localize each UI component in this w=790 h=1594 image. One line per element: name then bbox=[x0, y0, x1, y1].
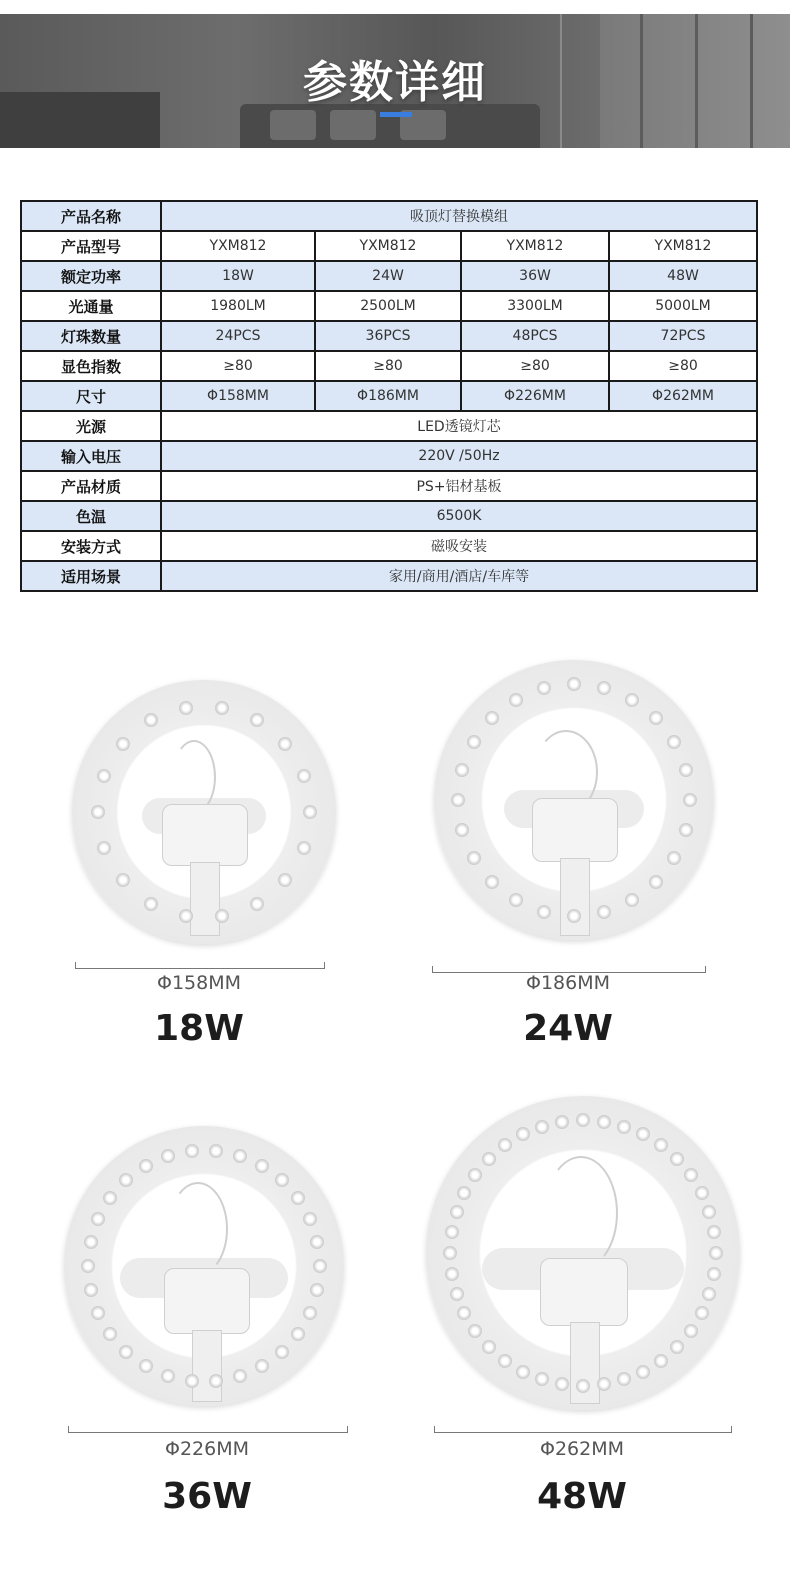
led-bead bbox=[684, 1324, 698, 1338]
led-bead bbox=[233, 1369, 247, 1383]
led-bead bbox=[451, 793, 465, 807]
led-bead bbox=[707, 1267, 721, 1281]
spec-value: 24W bbox=[315, 261, 461, 291]
led-bead bbox=[119, 1345, 133, 1359]
led-bead bbox=[509, 893, 523, 907]
led-bead bbox=[303, 805, 317, 819]
spec-value: YXM812 bbox=[609, 231, 757, 261]
spec-value: YXM812 bbox=[315, 231, 461, 261]
diameter-label: Φ186MM bbox=[525, 972, 610, 994]
led-bead bbox=[482, 1340, 496, 1354]
led-bead bbox=[209, 1144, 223, 1158]
spec-row bbox=[21, 441, 757, 471]
led-bead bbox=[233, 1149, 247, 1163]
spec-value: YXM812 bbox=[461, 231, 609, 261]
diameter-label: Φ262MM bbox=[539, 1438, 624, 1460]
spec-row bbox=[21, 261, 757, 291]
led-bead bbox=[709, 1246, 723, 1260]
power-label: 24W bbox=[523, 1008, 613, 1049]
spec-label: 光源 bbox=[21, 411, 161, 441]
spec-label: 产品材质 bbox=[21, 471, 161, 501]
driver-box bbox=[162, 804, 248, 866]
led-bead bbox=[482, 1152, 496, 1166]
title-accent-bar bbox=[380, 112, 412, 117]
led-bead bbox=[91, 805, 105, 819]
spec-value: 220V /50Hz bbox=[161, 441, 757, 471]
led-bead bbox=[498, 1138, 512, 1152]
spec-value: 24PCS bbox=[161, 321, 315, 351]
spec-value: 2500LM bbox=[315, 291, 461, 321]
led-bead bbox=[535, 1372, 549, 1386]
header-banner bbox=[0, 14, 790, 148]
spec-value: PS+铝材基板 bbox=[161, 471, 757, 501]
led-bead bbox=[597, 1377, 611, 1391]
led-bead bbox=[555, 1115, 569, 1129]
spec-value: Φ226MM bbox=[461, 381, 609, 411]
led-bead bbox=[179, 909, 193, 923]
led-bead bbox=[250, 713, 264, 727]
diameter-label: Φ226MM bbox=[164, 1438, 249, 1460]
led-bead bbox=[516, 1365, 530, 1379]
led-bead bbox=[450, 1287, 464, 1301]
led-bead bbox=[445, 1267, 459, 1281]
spec-value: 6500K bbox=[161, 501, 757, 531]
spec-row bbox=[21, 561, 757, 591]
diameter-line bbox=[75, 962, 325, 969]
spec-value: ≥80 bbox=[161, 351, 315, 381]
led-bead bbox=[275, 1345, 289, 1359]
spec-value: 5000LM bbox=[609, 291, 757, 321]
led-bead bbox=[567, 909, 581, 923]
led-bead bbox=[161, 1149, 175, 1163]
led-bead bbox=[103, 1327, 117, 1341]
led-bead bbox=[667, 851, 681, 865]
spec-value: Φ186MM bbox=[315, 381, 461, 411]
led-bead bbox=[91, 1306, 105, 1320]
spec-label: 色温 bbox=[21, 501, 161, 531]
led-bead bbox=[654, 1138, 668, 1152]
led-bead bbox=[467, 851, 481, 865]
led-module-image bbox=[64, 1126, 344, 1406]
led-bead bbox=[161, 1369, 175, 1383]
led-bead bbox=[313, 1259, 327, 1273]
led-bead bbox=[636, 1365, 650, 1379]
led-bead bbox=[457, 1186, 471, 1200]
led-bead bbox=[91, 1212, 105, 1226]
driver-box bbox=[164, 1268, 250, 1334]
page-title: 参数详细 bbox=[303, 57, 487, 108]
led-bead bbox=[119, 1173, 133, 1187]
led-bead bbox=[250, 897, 264, 911]
spec-row bbox=[21, 381, 757, 411]
led-bead bbox=[275, 1173, 289, 1187]
led-module-image bbox=[426, 1096, 740, 1410]
led-bead bbox=[103, 1191, 117, 1205]
led-bead bbox=[116, 873, 130, 887]
spec-value: Φ158MM bbox=[161, 381, 315, 411]
led-bead bbox=[567, 677, 581, 691]
led-module-image bbox=[72, 680, 336, 944]
spec-table bbox=[20, 200, 758, 592]
led-bead bbox=[498, 1354, 512, 1368]
led-bead bbox=[278, 737, 292, 751]
spec-row bbox=[21, 321, 757, 351]
spec-label: 产品名称 bbox=[21, 201, 161, 231]
led-bead bbox=[597, 1115, 611, 1129]
spec-value: 磁吸安装 bbox=[161, 531, 757, 561]
led-bead bbox=[683, 793, 697, 807]
spec-value: 18W bbox=[161, 261, 315, 291]
spec-row bbox=[21, 351, 757, 381]
spec-value: ≥80 bbox=[315, 351, 461, 381]
led-bead bbox=[291, 1327, 305, 1341]
led-bead bbox=[139, 1359, 153, 1373]
spec-row bbox=[21, 291, 757, 321]
led-bead bbox=[537, 681, 551, 695]
led-bead bbox=[215, 909, 229, 923]
led-bead bbox=[297, 841, 311, 855]
led-bead bbox=[84, 1235, 98, 1249]
spec-value: 36PCS bbox=[315, 321, 461, 351]
led-bead bbox=[139, 1159, 153, 1173]
led-bead bbox=[597, 905, 611, 919]
led-bead bbox=[695, 1186, 709, 1200]
spec-value: LED透镜灯芯 bbox=[161, 411, 757, 441]
spec-row bbox=[21, 501, 757, 531]
led-bead bbox=[297, 769, 311, 783]
led-bead bbox=[654, 1354, 668, 1368]
led-bead bbox=[144, 713, 158, 727]
led-bead bbox=[509, 693, 523, 707]
led-bead bbox=[636, 1127, 650, 1141]
spec-value: 36W bbox=[461, 261, 609, 291]
led-bead bbox=[555, 1377, 569, 1391]
led-bead bbox=[443, 1246, 457, 1260]
led-bead bbox=[679, 823, 693, 837]
led-bead bbox=[702, 1287, 716, 1301]
led-bead bbox=[649, 711, 663, 725]
diameter-line bbox=[434, 1426, 732, 1433]
led-bead bbox=[468, 1324, 482, 1338]
led-bead bbox=[468, 1168, 482, 1182]
led-bead bbox=[617, 1120, 631, 1134]
spec-label: 输入电压 bbox=[21, 441, 161, 471]
spec-label: 适用场景 bbox=[21, 561, 161, 591]
led-bead bbox=[625, 693, 639, 707]
spec-row bbox=[21, 201, 757, 231]
led-bead bbox=[255, 1159, 269, 1173]
spec-value: ≥80 bbox=[609, 351, 757, 381]
led-bead bbox=[467, 735, 481, 749]
driver-box bbox=[540, 1258, 628, 1326]
led-bead bbox=[516, 1127, 530, 1141]
led-bead bbox=[537, 905, 551, 919]
power-label: 18W bbox=[154, 1008, 244, 1049]
led-bead bbox=[670, 1152, 684, 1166]
led-bead bbox=[597, 681, 611, 695]
spec-label: 显色指数 bbox=[21, 351, 161, 381]
led-bead bbox=[485, 711, 499, 725]
led-bead bbox=[310, 1235, 324, 1249]
led-module-image bbox=[434, 660, 714, 940]
spec-row bbox=[21, 231, 757, 261]
spec-label: 产品型号 bbox=[21, 231, 161, 261]
led-bead bbox=[445, 1225, 459, 1239]
led-bead bbox=[695, 1306, 709, 1320]
led-bead bbox=[179, 701, 193, 715]
spec-row bbox=[21, 471, 757, 501]
led-bead bbox=[535, 1120, 549, 1134]
led-bead bbox=[707, 1225, 721, 1239]
led-bead bbox=[215, 701, 229, 715]
spec-label: 安装方式 bbox=[21, 531, 161, 561]
led-bead bbox=[667, 735, 681, 749]
spec-label: 灯珠数量 bbox=[21, 321, 161, 351]
spec-value: 吸顶灯替换模组 bbox=[161, 201, 757, 231]
led-bead bbox=[617, 1372, 631, 1386]
led-bead bbox=[576, 1113, 590, 1127]
driver-box bbox=[532, 798, 618, 862]
spec-value: ≥80 bbox=[461, 351, 609, 381]
spec-value: 48PCS bbox=[461, 321, 609, 351]
led-bead bbox=[291, 1191, 305, 1205]
spec-label: 尺寸 bbox=[21, 381, 161, 411]
spec-value: 48W bbox=[609, 261, 757, 291]
led-bead bbox=[485, 875, 499, 889]
spec-row bbox=[21, 411, 757, 441]
led-bead bbox=[649, 875, 663, 889]
led-bead bbox=[97, 841, 111, 855]
led-bead bbox=[116, 737, 130, 751]
led-bead bbox=[455, 763, 469, 777]
led-bead bbox=[679, 763, 693, 777]
diameter-line bbox=[68, 1426, 348, 1433]
led-bead bbox=[455, 823, 469, 837]
led-bead bbox=[450, 1205, 464, 1219]
led-bead bbox=[670, 1340, 684, 1354]
diameter-label: Φ158MM bbox=[156, 972, 241, 994]
spec-value: 3300LM bbox=[461, 291, 609, 321]
power-label: 48W bbox=[537, 1476, 627, 1517]
spec-value: 72PCS bbox=[609, 321, 757, 351]
led-bead bbox=[185, 1144, 199, 1158]
led-bead bbox=[310, 1283, 324, 1297]
spec-label: 光通量 bbox=[21, 291, 161, 321]
led-bead bbox=[255, 1359, 269, 1373]
spec-value: Φ262MM bbox=[609, 381, 757, 411]
led-bead bbox=[576, 1379, 590, 1393]
led-bead bbox=[303, 1212, 317, 1226]
spec-row bbox=[21, 531, 757, 561]
led-bead bbox=[303, 1306, 317, 1320]
led-bead bbox=[144, 897, 158, 911]
led-bead bbox=[84, 1283, 98, 1297]
spec-value: 1980LM bbox=[161, 291, 315, 321]
power-label: 36W bbox=[162, 1476, 252, 1517]
led-bead bbox=[702, 1205, 716, 1219]
led-bead bbox=[457, 1306, 471, 1320]
spec-value: YXM812 bbox=[161, 231, 315, 261]
led-bead bbox=[278, 873, 292, 887]
led-bead bbox=[684, 1168, 698, 1182]
spec-value: 家用/商用/酒店/车库等 bbox=[161, 561, 757, 591]
led-bead bbox=[625, 893, 639, 907]
led-bead bbox=[97, 769, 111, 783]
led-bead bbox=[81, 1259, 95, 1273]
spec-label: 额定功率 bbox=[21, 261, 161, 291]
